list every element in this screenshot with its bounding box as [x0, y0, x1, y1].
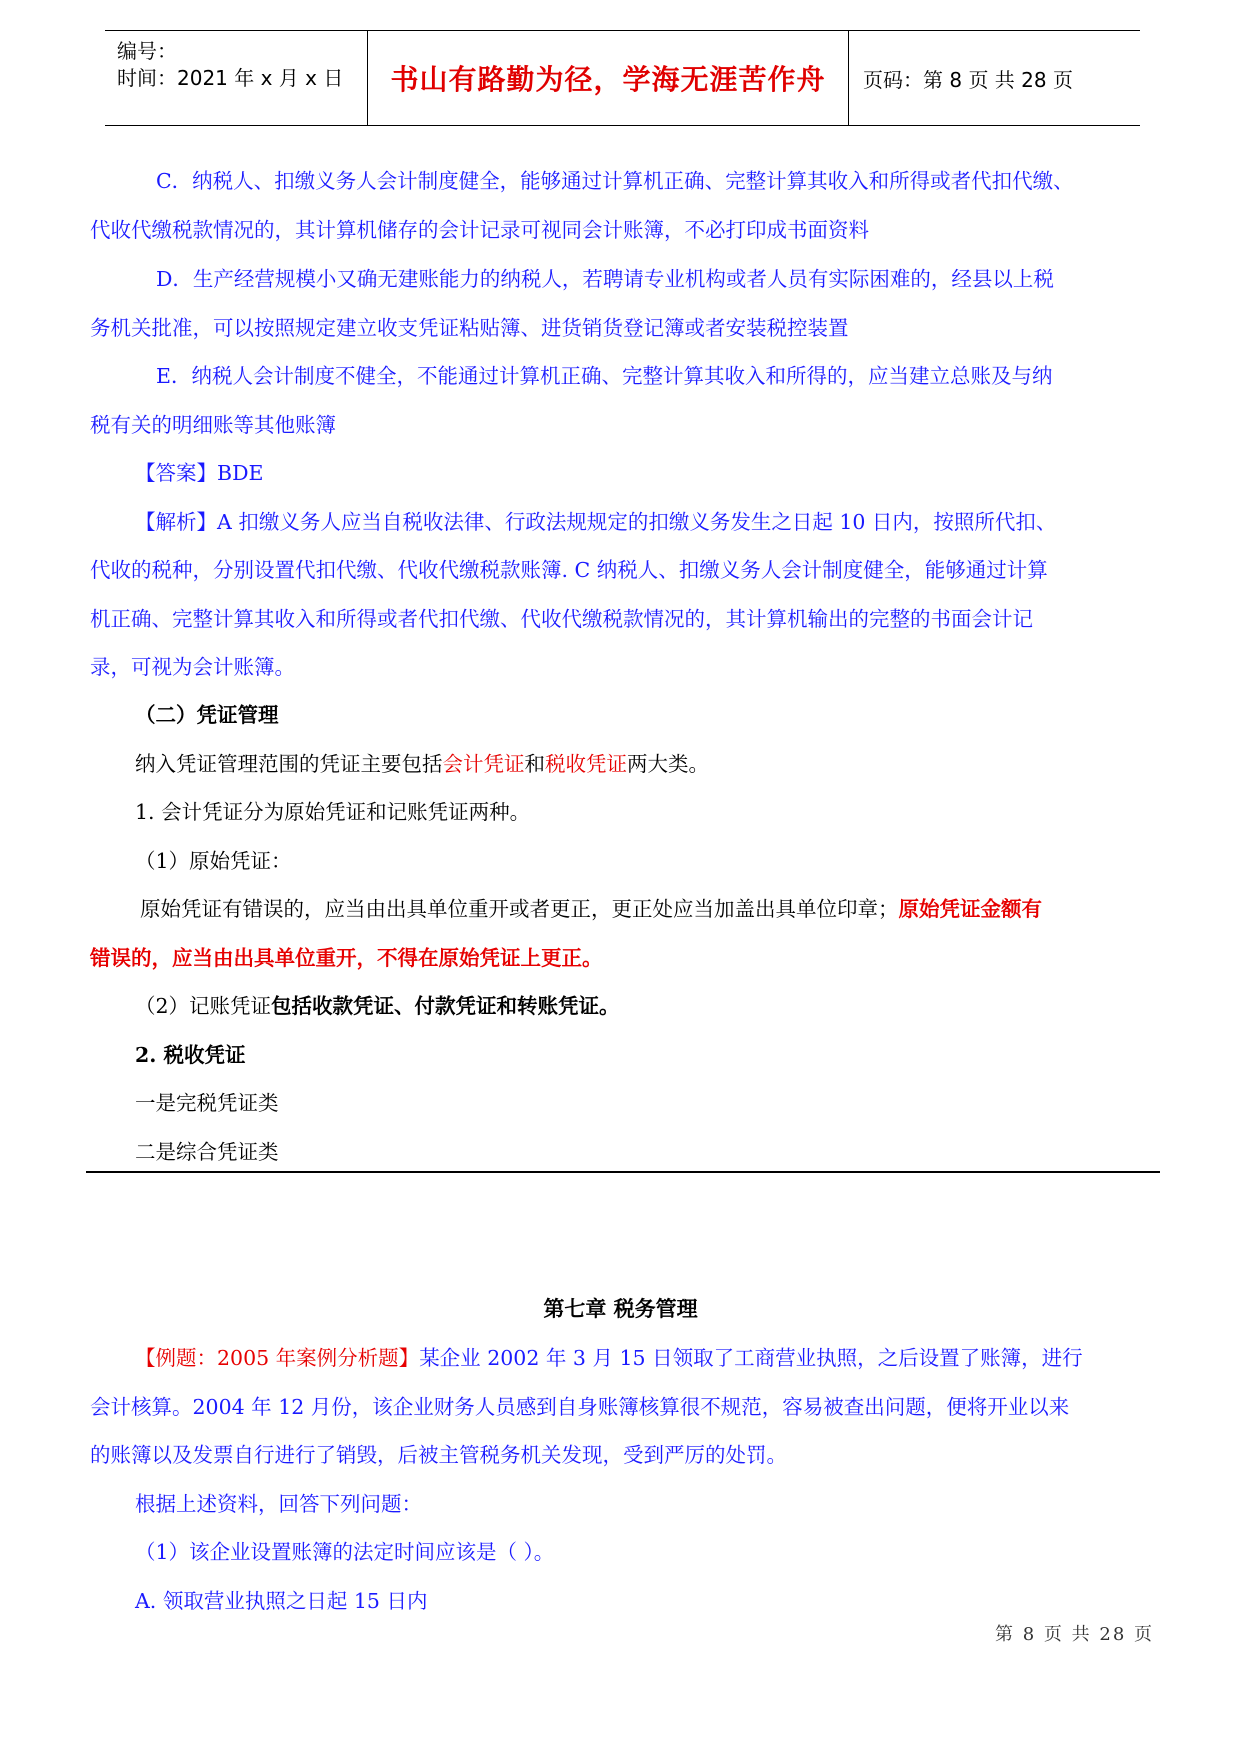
- analysis-line-3: 机正确、完整计算其收入和所得或者代扣代缴、代收代缴税款情况的，其计算机输出的完整的书面会计记: [90, 607, 1033, 631]
- bookkeeping-voucher-types: 包括收款凭证、付款凭证和转账凭证。: [271, 994, 620, 1018]
- item-1: 1. 会计凭证分为原始凭证和记账凭证两种。: [135, 800, 531, 824]
- header-middle-cell: [368, 31, 849, 125]
- item-2: 2. 税收凭证: [135, 1043, 246, 1067]
- document-number-label: 编号：: [117, 39, 177, 63]
- header-right-cell: [849, 31, 1139, 125]
- option-d-line-2: 务机关批准，可以按照规定建立收支凭证粘贴簿、进货销货登记簿或者安装税控装置: [90, 316, 849, 340]
- answer-line: 【答案】BDE: [135, 461, 264, 485]
- item-1-1: （1）原始凭证：: [135, 849, 292, 873]
- section-divider: [86, 1171, 1160, 1173]
- intro-end: 两大类。: [627, 752, 709, 776]
- question-1-option-a: A. 领取营业执照之日起 15 日内: [135, 1589, 428, 1613]
- option-c-line-1: C．纳税人、扣缴义务人会计制度健全，能够通过计算机正确、完整计算其收入和所得或者代扣代缴、: [156, 169, 1074, 193]
- original-voucher-text: 原始凭证有错误的，应当由出具单位重开或者更正，更正处应当加盖出具单位印章；: [140, 897, 899, 921]
- option-c-line-2: 代收代缴税款情况的，其计算机储存的会计记录可视同会计账簿，不必打印成书面资料: [90, 218, 869, 242]
- header-motto: 书山有路勤为径，学海无涯苦作舟: [390, 63, 826, 96]
- document-time-label: 时间：2021 年 x 月 x 日: [117, 66, 344, 90]
- example-line-3: 的账簿以及发票自行进行了销毁，后被主管税务机关发现，受到严厉的处罚。: [90, 1443, 787, 1467]
- question-1: （1）该企业设置账簿的法定时间应该是（ ）。: [135, 1540, 555, 1564]
- item-2-b: 二是综合凭证类: [135, 1140, 279, 1164]
- example-tag: 【例题：2005 年案例分析题】: [135, 1346, 420, 1370]
- question-prompt: 根据上述资料，回答下列问题：: [135, 1492, 422, 1516]
- chapter-title: 第七章 税务管理: [543, 1296, 698, 1321]
- page-header: [105, 30, 1140, 126]
- option-e-line-1: E．纳税人会计制度不健全，不能通过计算机正确、完整计算其收入和所得的，应当建立总账及与纳: [156, 364, 1053, 388]
- page-footer: 第 8 页 共 28 页: [995, 1624, 1154, 1645]
- original-voucher-line-1: [140, 892, 1042, 922]
- section-heading: （二）凭证管理: [135, 703, 279, 727]
- option-e-line-2: 税有关的明细账等其他账簿: [90, 413, 336, 437]
- example-line-2: 会计核算。2004 年 12 月份，该企业财务人员感到自身账簿核算很不规范，容易被查出问题，便将开业以来: [90, 1395, 1070, 1419]
- section-intro: [135, 747, 709, 777]
- analysis-line-2: 代收的税种，分别设置代扣代缴、代收代缴税款账簿. C 纳税人、扣缴义务人会计制度健全，能够通过计算: [90, 558, 1048, 582]
- intro-conjunction: 和: [524, 752, 545, 776]
- intro-highlight-accounting: 会计凭证: [442, 752, 525, 776]
- header-page-info: 页码：第 8 页 共 28 页: [863, 67, 1073, 92]
- header-left-cell: [105, 31, 368, 125]
- example-text-1: 某企业 2002 年 3 月 15 日领取了工商营业执照，之后设置了账簿，进行: [419, 1346, 1083, 1370]
- analysis-line-4: 录，可视为会计账簿。: [90, 655, 295, 679]
- original-voucher-highlight-1: 原始凭证金额有: [898, 897, 1042, 921]
- original-voucher-line-2: 错误的，应当由出具单位重开，不得在原始凭证上更正。: [90, 946, 603, 970]
- bookkeeping-voucher-label: （2）记账凭证: [135, 994, 272, 1018]
- option-d-line-1: D．生产经营规模小又确无建账能力的纳税人，若聘请专业机构或者人员有实际困难的，经县以上税: [156, 267, 1054, 291]
- intro-text: 纳入凭证管理范围的凭证主要包括: [135, 752, 443, 776]
- item-1-2: [135, 989, 620, 1019]
- example-line-1: [135, 1341, 1083, 1371]
- item-2-a: 一是完税凭证类: [135, 1091, 279, 1115]
- analysis-line-1: 【解析】A 扣缴义务人应当自税收法律、行政法规规定的扣缴义务发生之日起 10 日内，按照所代扣、: [135, 510, 1057, 534]
- intro-highlight-tax: 税收凭证: [545, 752, 627, 776]
